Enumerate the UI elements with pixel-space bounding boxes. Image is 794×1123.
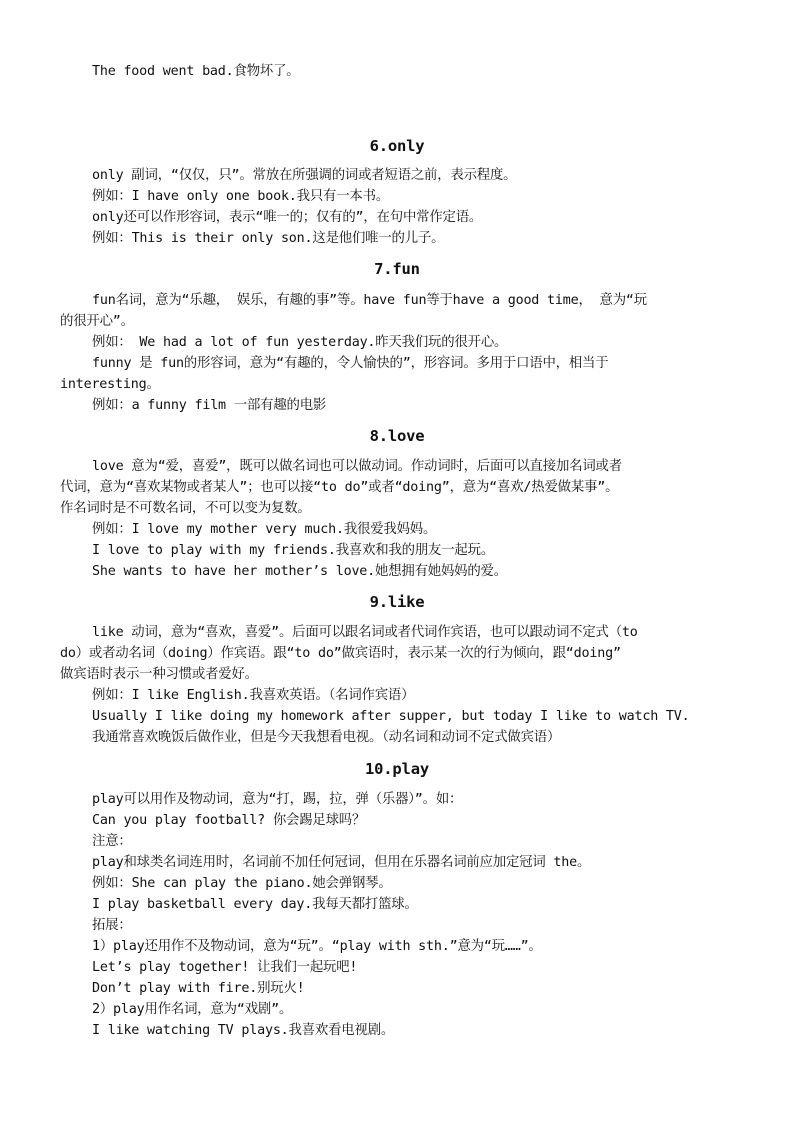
- like-line-5: Usually I like doing my homework after supper, but today I like to watch TV.: [92, 709, 690, 724]
- play-line-12: I like watching TV plays.我喜欢看电视剧。: [92, 1023, 395, 1038]
- play-line-10: Don’t play with fire.别玩火!: [92, 981, 305, 996]
- only-line-1: only 副词，“仅仅，只”。常放在所强调的词或者短语之前，表示程度。: [92, 168, 517, 183]
- only-line-4: 例如：This is their only son.这是他们唯一的儿子。: [92, 231, 445, 246]
- fun-line-3: 例如： We had a lot of fun yesterday.昨天我们玩的很开心。: [92, 335, 508, 350]
- intro-sentence: The food went bad.食物坏了。: [92, 64, 300, 79]
- play-line-5: 例如：She can play the piano.她会弹钢琴。: [92, 876, 392, 891]
- love-line-3: 作名词时是不可数名词，不可以变为复数。: [60, 501, 311, 516]
- play-line-11: 2）play用作名词，意为“戏剧”。: [92, 1002, 293, 1017]
- like-line-2: do）或者动名词（doing）作宾语。跟“to do”做宾语时，表示某一次的行为倾向，跟“doing”: [60, 646, 621, 661]
- love-line-6: She wants to have her mother’s love.她想拥有她妈妈的爱。: [92, 564, 507, 579]
- play-line-2: Can you play football? 你会踢足球吗？: [92, 813, 366, 828]
- play-line-1: play可以用作及物动词，意为“打，踢，拉，弹（乐器）”。如：: [92, 792, 463, 807]
- play-line-3: 注意：: [92, 834, 132, 849]
- play-line-9: Let’s play together! 让我们一起玩吧!: [92, 960, 358, 975]
- like-line-1: like 动词，意为“喜欢，喜爱”。后面可以跟名词或者代词作宾语，也可以跟动词不定式（to: [92, 625, 638, 640]
- play-line-8: 1）play还用作不及物动词，意为“玩”。“play with sth.”意为“玩……”。: [92, 939, 542, 954]
- play-line-4: play和球类名词连用时，名词前不加任何冠词，但用在乐器名词前应加定冠词 the。: [92, 855, 591, 870]
- play-line-7: 拓展：: [92, 918, 132, 933]
- fun-line-6: 例如：a funny film 一部有趣的电影: [92, 398, 327, 413]
- play-line-6: I play basketball every day.我每天都打篮球。: [92, 897, 418, 912]
- only-line-2: 例如：I have only one book.我只有一本书。: [92, 189, 390, 204]
- section-heading-play: 10.play: [365, 760, 429, 778]
- fun-line-5: interesting。: [60, 377, 160, 392]
- like-line-4: 例如：I like English.我喜欢英语。（名词作宾语）: [92, 688, 415, 703]
- fun-line-1: fun名词，意为“乐趣， 娱乐，有趣的事”等。have fun等于have a good time， 意为“玩: [92, 293, 647, 308]
- fun-line-2: 的很开心”。: [60, 314, 134, 329]
- fun-line-4: funny 是 fun的形容词，意为“有趣的，令人愉快的”，形容词。多用于口语中，相当于: [92, 356, 609, 371]
- like-line-3: 做宾语时表示一种习惯或者爱好。: [60, 667, 258, 682]
- only-line-3: only还可以作形容词，表示“唯一的；仅有的”，在句中常作定语。: [92, 210, 483, 225]
- love-line-1: love 意为“爱，喜爱”，既可以做名词也可以做动词。作动词时，后面可以直接加名词或者: [92, 459, 622, 474]
- love-line-4: 例如：I love my mother very much.我很爱我妈妈。: [92, 522, 437, 537]
- section-heading-like: 9.like: [369, 593, 425, 611]
- love-line-5: I love to play with my friends.我喜欢和我的朋友一起玩。: [92, 543, 495, 558]
- section-heading-only: 6.only: [369, 137, 425, 155]
- section-heading-fun: 7.fun: [374, 260, 420, 278]
- like-line-6: 我通常喜欢晚饭后做作业，但是今天我想看电视。（动名词和动词不定式做宾语）: [92, 730, 561, 745]
- love-line-2: 代词，意为“喜欢某物或者某人”；也可以接“to do”或者“doing”，意为“喜欢/热爱做某事”。: [60, 480, 619, 495]
- section-heading-love: 8.love: [369, 427, 425, 445]
